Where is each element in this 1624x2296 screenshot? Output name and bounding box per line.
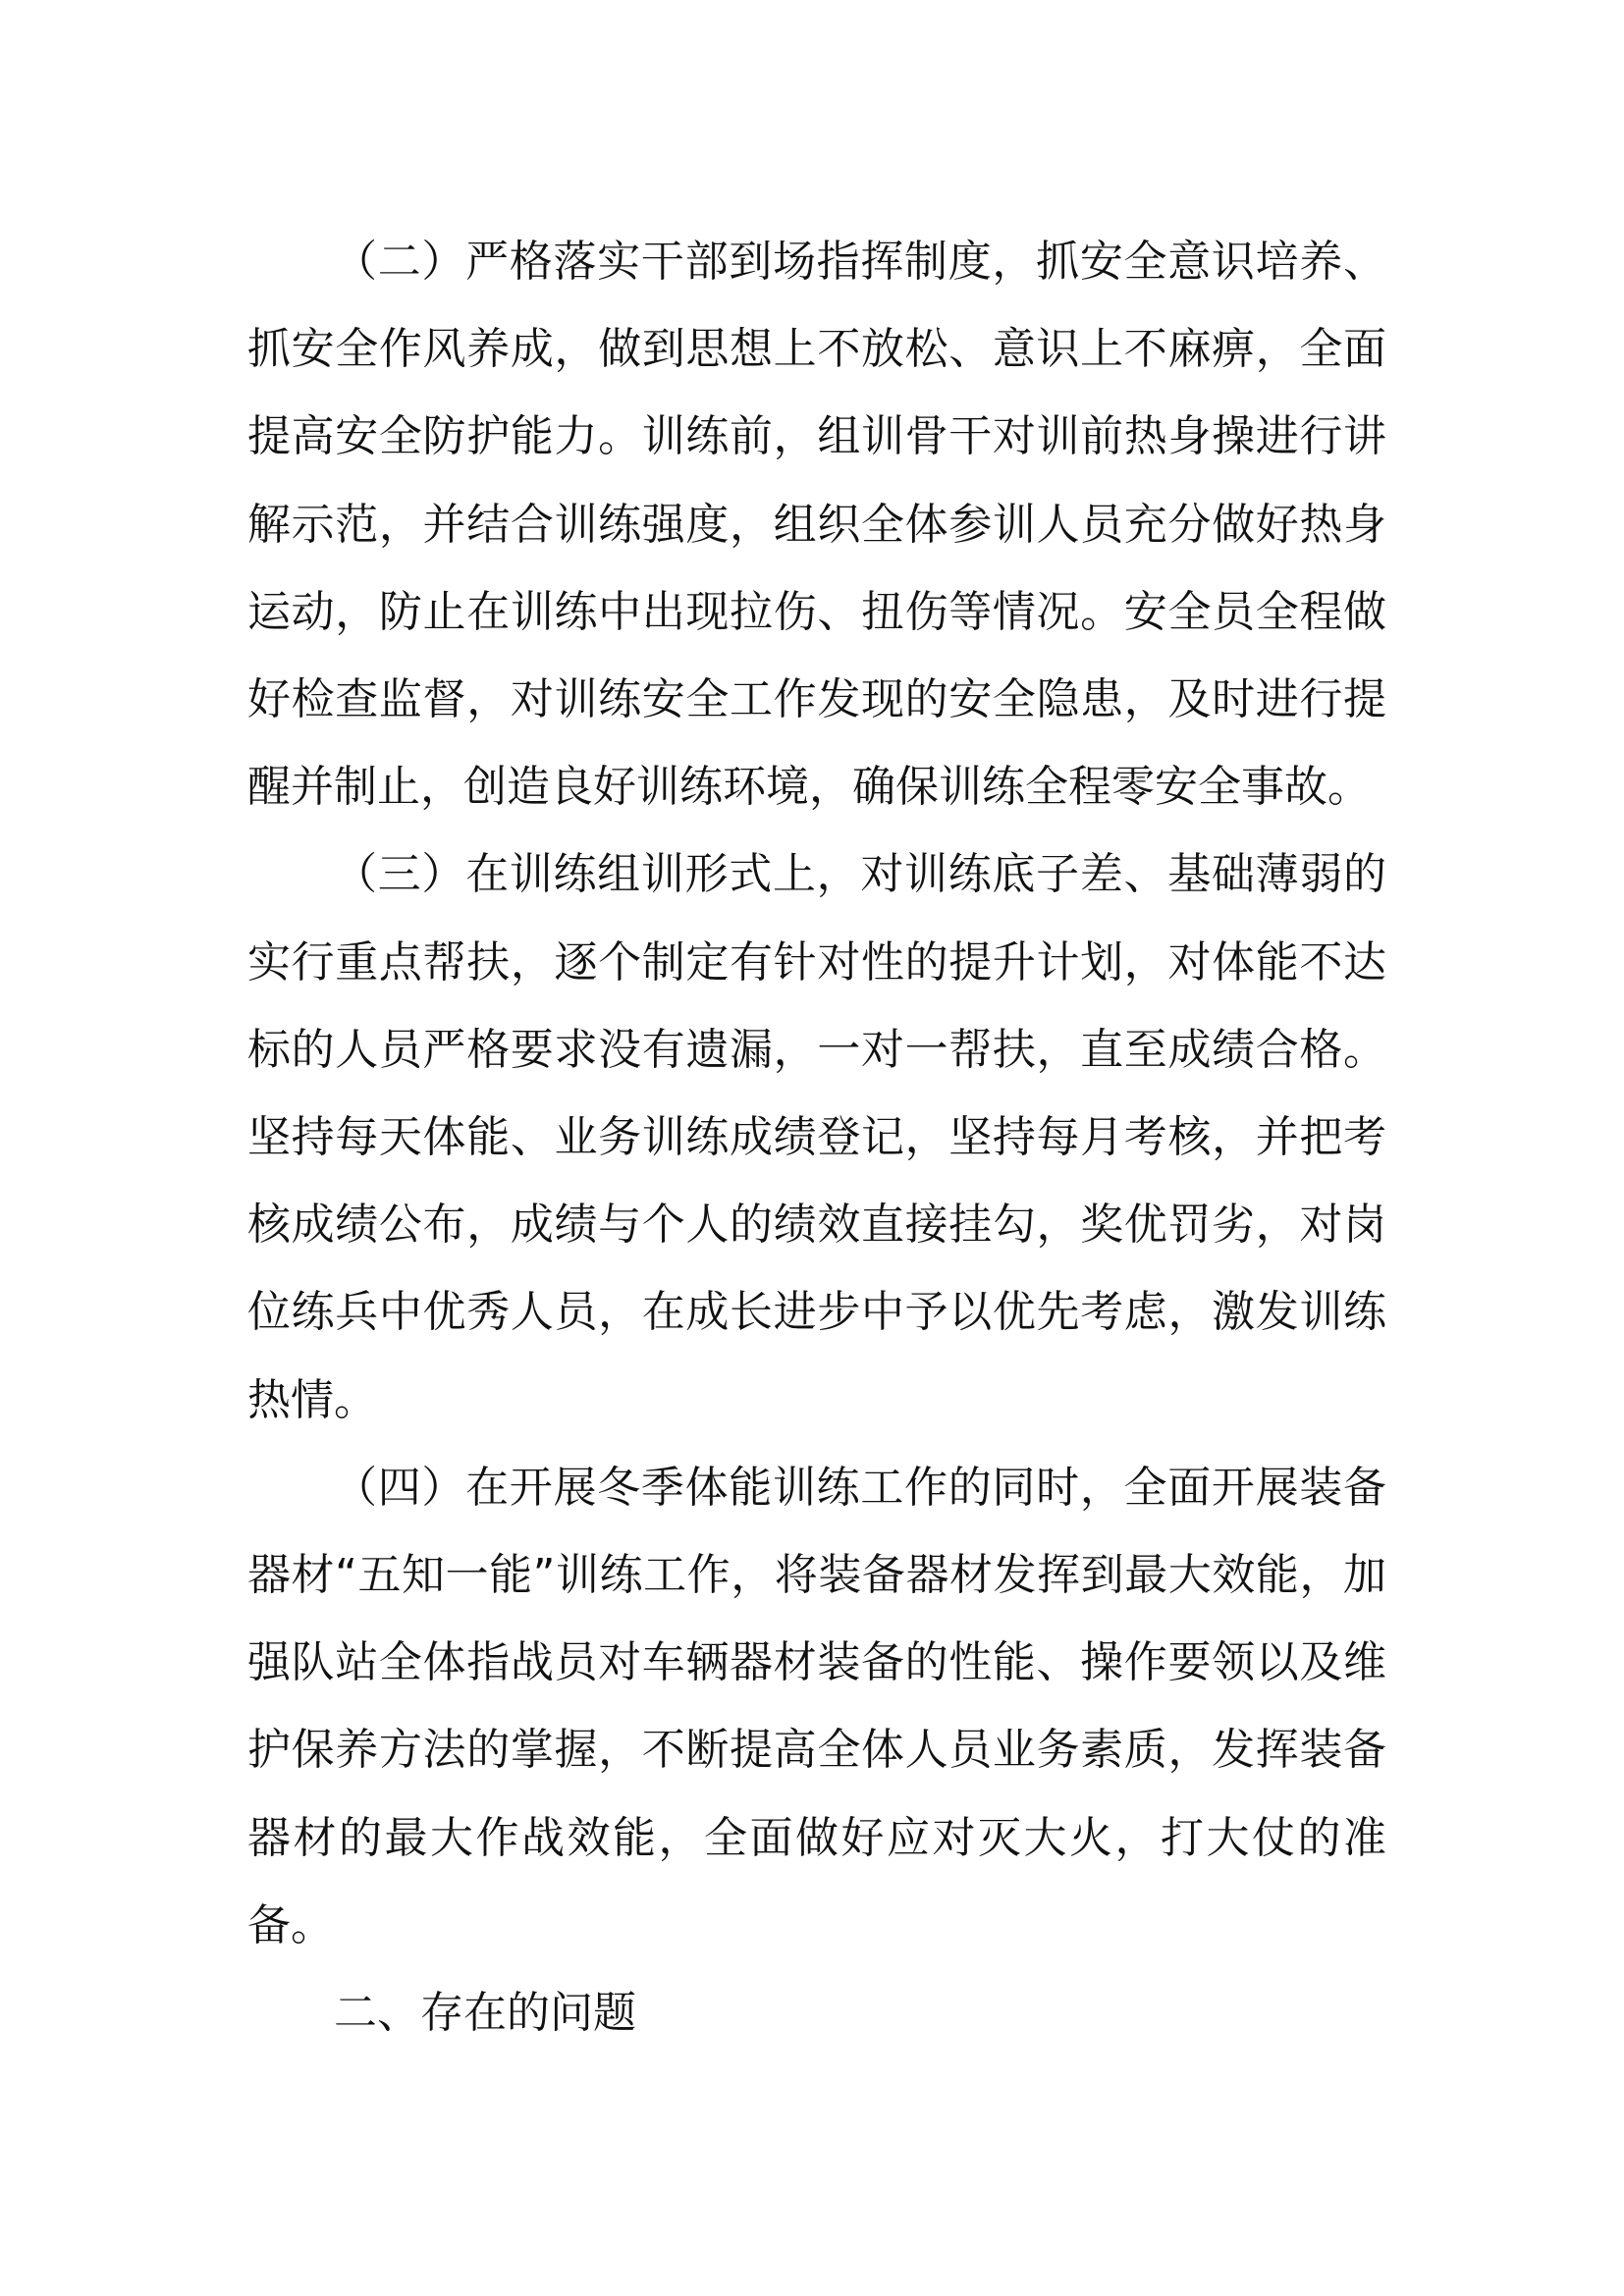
paragraph-2: （二）严格落实干部到场指挥制度，抓安全意识培养、抓安全作风养成，做到思想上不放松、意识上不麻痹，全面提高安全防护能力。训练前，组训骨干对训前热身操进行讲解示范，并结合训练强度，组织全体参训人员充分做好热身运动，防止在训练中出现拉伤、扭伤等情况。安全员全程做好检查监督，对训练安全工作发现的安全隐患，及时进行提醒并制止，创造良好训练环境，确保训练全程零安全事故。 — [247, 237, 1386, 813]
document-body — [247, 218, 1386, 2056]
paragraph-4: （四）在开展冬季体能训练工作的同时，全面开展装备器材“五知一能”训练工作，将装备器材发挥到最大效能，加强队站全体指战员对车辆器材装备的性能、操作要领以及维护保养方法的掌握，不断提高全体人员业务素质，发挥装备器材的最大作战效能，全面做好应对灭大火，打大仗的准备。 — [247, 1462, 1386, 1950]
section-heading: 二、存在的问题 — [334, 1988, 636, 2039]
paragraph-3: （三）在训练组训形式上，对训练底子差、基础薄弱的实行重点帮扶，逐个制定有针对性的提升计划，对体能不达标的人员严格要求没有遗漏，一对一帮扶，直至成绩合格。坚持每天体能、业务训练成绩登记，坚持每月考核，并把考核成绩公布，成绩与个人的绩效直接挂勾，奖优罚劣，对岗位练兵中优秀人员，在成长进步中予以优先考虑，激发训练热情。 — [247, 849, 1386, 1425]
